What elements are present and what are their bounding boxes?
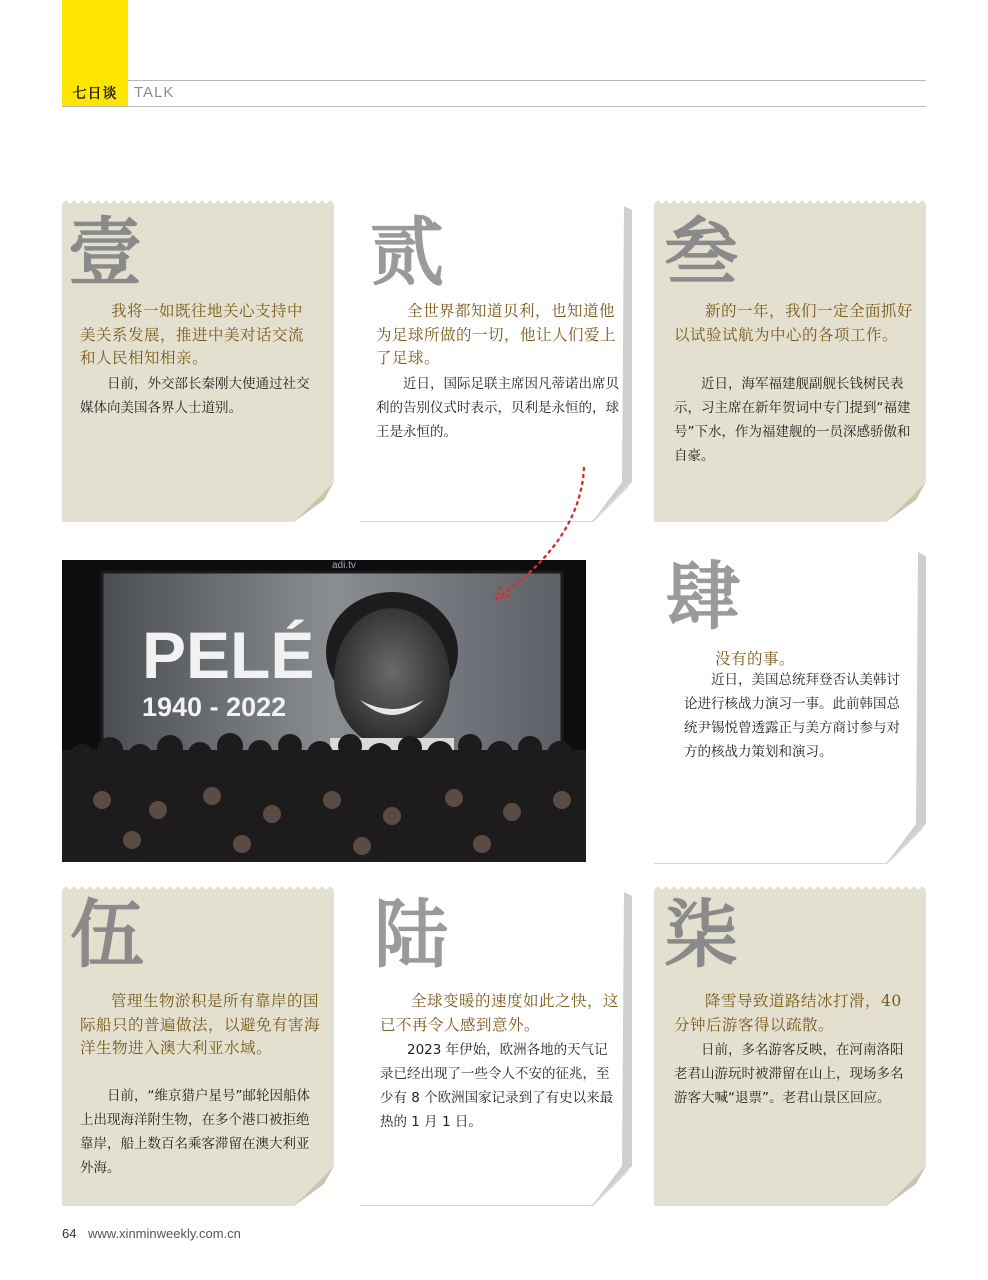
dotted-arrow-pointer [488, 462, 592, 606]
card-1-numeral: 壹 [68, 210, 142, 296]
card-7-body: 日前，多名游客反映，在河南洛阳老君山游玩时被滞留在山上，现场多名游客大喊“退票”。老君山景区回应。 [674, 1042, 904, 1106]
card-3-numeral: 叁 [664, 210, 738, 296]
card-4-numeral: 肆 [666, 554, 740, 640]
header-top-rule [62, 80, 926, 81]
quote-card-3 [654, 200, 926, 522]
card-3-body: 近日，海军福建舰副舰长钱树民表示，习主席在新年贺词中专门提到“福建号”下水，作为福建舰的一员深感骄傲和自豪。 [674, 376, 911, 464]
card-6-body: 2023 年伊始，欧洲各地的天气记录已经出现了一些令人不安的征兆，至少有 8 个欧洲国家记录到了有史以来最热的 1 月 1 日。 [380, 1042, 614, 1130]
screen-brand-text: adi.tv [332, 560, 356, 571]
card-5-numeral: 伍 [70, 892, 144, 978]
yellow-tab-block [62, 0, 128, 80]
card-1-quote: 我将一如既往地关心支持中美关系发展，推进中美对话交流和人民相知相亲。 [80, 302, 305, 367]
page-number: 64 [62, 1226, 77, 1241]
screen-name-text: PELÉ [142, 618, 315, 692]
header-bottom-rule [62, 106, 926, 107]
card-6-numeral: 陆 [374, 892, 448, 978]
quote-card-6 [360, 886, 632, 1206]
website-url[interactable]: www.xinminweekly.com.cn [88, 1226, 241, 1241]
card-5-body: 日前，“维京猎户星号”邮轮因船体上出现海洋附生物，在多个港口被拒绝靠岸，船上数百名乘客滞留在澳大利亚外海。 [80, 1088, 310, 1176]
quote-card-7 [654, 886, 926, 1206]
quote-card-4 [654, 546, 926, 864]
card-5-quote: 管理生物淤积是所有靠岸的国际船只的普遍做法，以避免有害海洋生物进入澳大利亚水域。 [80, 992, 321, 1057]
card-6-quote: 全球变暖的速度如此之快，这已不再令人感到意外。 [380, 992, 620, 1034]
card-2-numeral: 贰 [370, 210, 444, 296]
screen-years-text: 1940 - 2022 [142, 692, 287, 722]
card-7-quote: 降雪导致道路结冰打滑，40 分钟后游客得以疏散。 [674, 992, 902, 1034]
card-1-body: 日前，外交部长秦刚大使通过社交媒体向美国各界人士道别。 [80, 376, 310, 416]
card-3-quote: 新的一年，我们一定全面抓好以试验试航为中心的各项工作。 [674, 302, 914, 344]
quote-card-5 [62, 886, 334, 1206]
card-4-quote: 没有的事。 [715, 650, 796, 668]
card-2-quote: 全世界都知道贝利，也知道他为足球所做的一切，他让人们爱上了足球。 [376, 302, 617, 367]
section-label: 七日谈 [62, 80, 128, 106]
section-label-english: TALK [134, 84, 175, 101]
quote-card-1 [62, 200, 334, 522]
card-2-body: 近日，国际足联主席因凡蒂诺出席贝利的告别仪式时表示，贝利是永恒的，球王是永恒的。 [376, 376, 619, 440]
card-7-numeral: 柒 [664, 892, 738, 978]
card-4-body: 近日，美国总统拜登否认美韩讨论进行核战力演习一事。此前韩国总统尹锡悦曾透露正与美方商讨参与对方的核战力策划和演习。 [684, 672, 900, 760]
